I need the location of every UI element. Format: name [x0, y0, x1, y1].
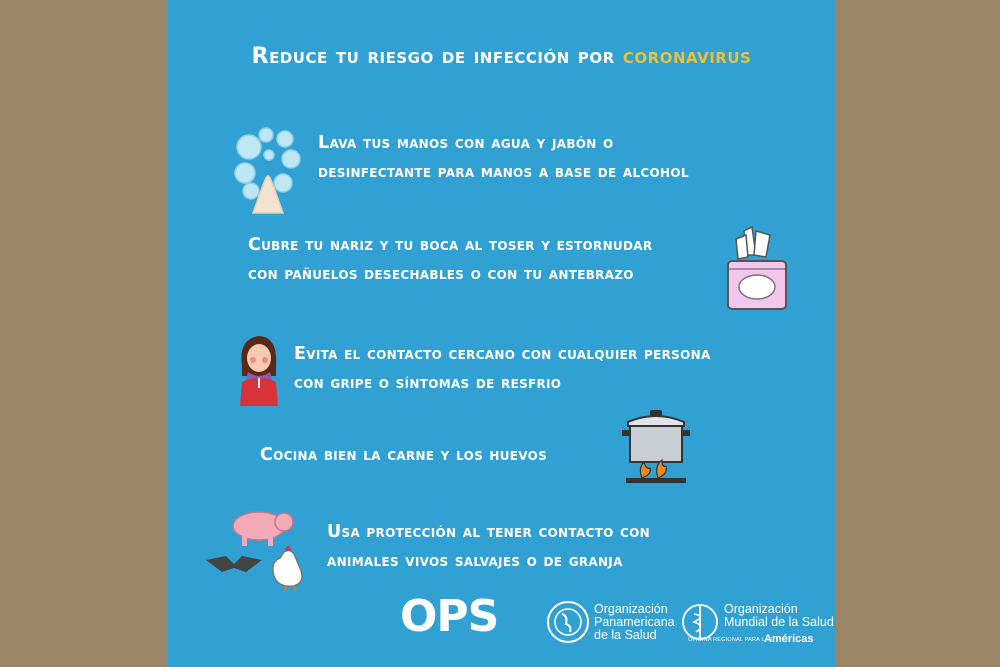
sick-person-icon	[236, 330, 282, 406]
tip-cover-cough-line2: con pañuelos desechables o con tu antebrazo	[248, 264, 634, 284]
tip-cook-well	[260, 441, 547, 470]
who-emblem-icon	[680, 602, 720, 642]
paho-name	[594, 603, 675, 642]
who-region: Américas	[764, 633, 814, 645]
title-highlight: coronavirus	[622, 44, 752, 69]
tip-handwash-line2: desinfectante para manos a base de alcohol	[318, 162, 689, 182]
tip-cook-well-line1: Cocina bien la carne y los huevos	[260, 445, 548, 465]
handwash-icon	[233, 125, 303, 217]
tip-avoid-contact-line1: Evita el contacto cercano con cualquier persona	[294, 344, 711, 364]
title-main: Reduce tu riesgo de infección por	[251, 44, 615, 69]
tip-animal-protection-line2: animales vivos salvajes o de granja	[327, 551, 623, 571]
paho-line3: de la Salud	[594, 628, 657, 642]
tip-handwash-line1: Lava tus manos con agua y jabón o	[318, 133, 614, 153]
tip-handwash	[318, 129, 689, 187]
who-name	[724, 603, 834, 629]
ops-logo: OPS	[400, 591, 499, 642]
who-small-caption: OFICINA REGIONAL PARA LAS	[688, 637, 773, 643]
tip-cover-cough	[248, 231, 652, 289]
infographic-panel	[168, 0, 835, 667]
paho-line2: Panamericana	[594, 615, 675, 629]
animals-icon	[204, 502, 314, 594]
tip-avoid-contact	[294, 340, 711, 398]
paho-emblem-icon	[546, 600, 590, 644]
paho-line1: Organización	[594, 602, 668, 616]
who-line1: Organización	[724, 602, 798, 616]
tip-avoid-contact-line2: con gripe o síntomas de resfrio	[294, 373, 562, 393]
tip-animal-protection	[327, 518, 650, 576]
cooking-pot-icon	[620, 408, 692, 486]
tip-cover-cough-line1: Cubre tu nariz y tu boca al toser y estornudar	[248, 235, 653, 255]
tissue-box-icon	[722, 225, 790, 313]
page-title	[168, 44, 835, 69]
tip-animal-protection-line1: Usa protección al tener contacto con	[327, 522, 650, 542]
who-line2: Mundial de la Salud	[724, 615, 834, 629]
